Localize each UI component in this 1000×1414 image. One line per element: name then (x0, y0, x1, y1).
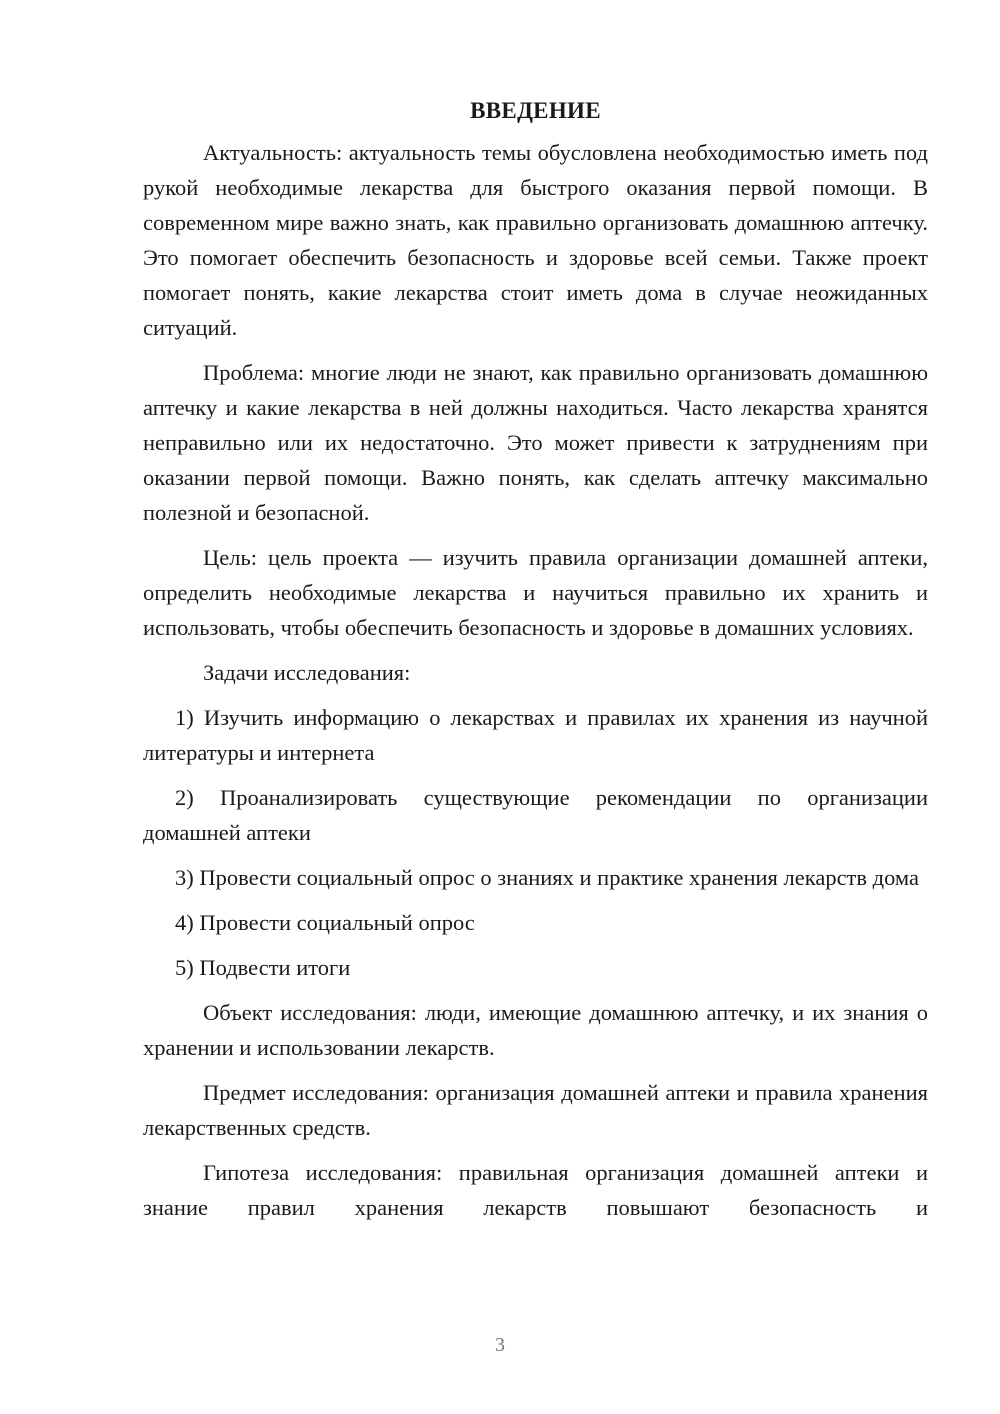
document-page (143, 96, 928, 1235)
object-paragraph: Объект исследования: люди, имеющие домашнюю аптечку, и их знания о хранении и использовании лекарств. (143, 1000, 928, 1060)
task-item-5: 5) Подвести итоги (175, 955, 351, 980)
problem-paragraph: Проблема: многие люди не знают, как правильно организовать домашнюю аптечку и какие лекарства в ней должны находиться. Часто лекарства хранятся неправильно или их недостаточно. Это может привести к затруднениям при оказании первой помощи. Важно понять, как сделать аптечку максимально полезной и безопасной. (143, 360, 928, 525)
subject-paragraph: Предмет исследования: организация домашней аптеки и правила хранения лекарственных средств. (143, 1080, 928, 1140)
goal-paragraph: Цель: цель проекта — изучить правила организации домашней аптеки, определить необходимые лекарства и научиться правильно их хранить и использовать, чтобы обеспечить безопасность и здоровье в домашних условиях. (143, 545, 928, 640)
task-item-2: 2) Проанализировать существующие рекомендации по организации домашней аптеки (143, 785, 928, 845)
task-item-1: 1) Изучить информацию о лекарствах и правилах их хранения из научной литературы и интернета (143, 705, 928, 765)
tasks-heading: Задачи исследования: (203, 660, 411, 685)
relevance-paragraph: Актуальность: актуальность темы обусловлена необходимостью иметь под рукой необходимые лекарства для быстрого оказания первой помощи. В современном мире важно знать, как правильно организовать домашнюю аптечку. Это помогает обеспечить безопасность и здоровье всей семьи. Также проект помогает понять, какие лекарства стоит иметь дома в случае неожиданных ситуаций. (143, 140, 928, 340)
page-number: 3 (495, 1334, 505, 1356)
task-item-4: 4) Провести социальный опрос (175, 910, 475, 935)
task-item-3: 3) Провести социальный опрос о знаниях и практике хранения лекарств дома (175, 865, 919, 890)
hypothesis-paragraph: Гипотеза исследования: правильная организация домашней аптеки и знание правил хранения лекарств повышают безопасность и (143, 1160, 928, 1220)
page-title: ВВЕДЕНИЕ (470, 98, 601, 123)
